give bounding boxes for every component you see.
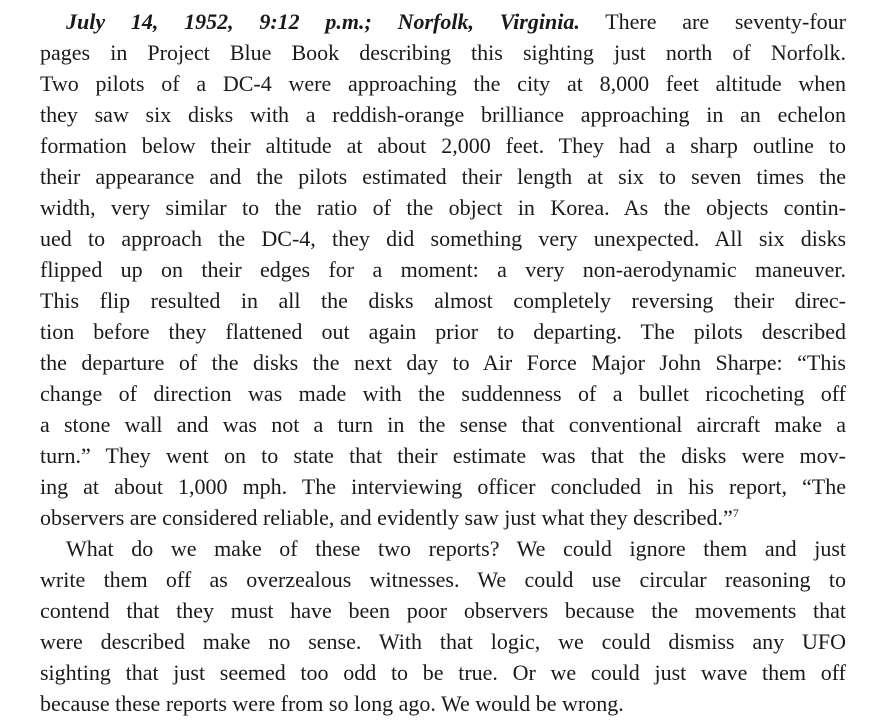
section-heading: July 14, 1952, 9:12 p.m.; Norfolk, Virginia. — [66, 9, 580, 34]
text-line: write them off as overzealous witnesses. We could use circular reasoning to — [40, 567, 846, 592]
text-line: ued to approach the DC-4, they did something very unexpected. All six disks — [40, 226, 846, 251]
text-line: This flip resulted in all the disks almost completely reversing their direc- — [40, 288, 846, 313]
text-line: contend that they must have been poor observers because the movements that — [40, 598, 846, 623]
text-line: flipped up on their edges for a moment: a very non-aerodynamic maneuver. — [40, 257, 846, 282]
text-line: were described make no sense. With that logic, we could dismiss any UFO — [40, 629, 846, 654]
text-line: sighting that just seemed too odd to be true. Or we could just wave them off — [40, 660, 846, 685]
text-line — [40, 502, 846, 533]
text-line: ing at about 1,000 mph. The interviewing officer concluded in his report, “The — [40, 474, 846, 499]
text-line — [40, 6, 846, 37]
paragraph-norfolk-sighting — [40, 6, 846, 533]
text-line: pages in Project Blue Book describing this sighting just north of Norfolk. — [40, 40, 846, 65]
footnote-marker: 7 — [732, 506, 739, 520]
paragraph-what-do-we-make — [40, 533, 846, 719]
text-line: turn.” They went on to state that their estimate was that the disks were mov- — [40, 443, 846, 468]
text-line: change of direction was made with the suddenness of a bullet ricocheting off — [40, 381, 846, 406]
text-line: width, very similar to the ratio of the object in Korea. As the objects contin- — [40, 195, 846, 220]
text-line: the departure of the disks the next day to Air Force Major John Sharpe: “This — [40, 350, 846, 375]
paragraph-lines — [40, 37, 846, 502]
closing-quote-text: observers are considered reliable, and evidently saw just what they described.” — [40, 505, 733, 530]
text-line: a stone wall and was not a turn in the sense that conventional aircraft make a — [40, 412, 846, 437]
text-line: formation below their altitude at about 2,000 feet. They had a sharp outline to — [40, 133, 846, 158]
text-line: tion before they flattened out again prior to departing. The pilots described — [40, 319, 846, 344]
text-line: What do we make of these two reports? We could ignore them and just — [66, 536, 846, 561]
heading-line-text: There are seventy-four — [605, 9, 847, 34]
text-line: they saw six disks with a reddish-orange brilliance approaching in an echelon — [40, 102, 846, 127]
text-line: Two pilots of a DC-4 were approaching the city at 8,000 feet altitude when — [40, 71, 846, 96]
text-line: because these reports were from so long ago. We would be wrong. — [40, 691, 624, 716]
text-line: their appearance and the pilots estimated their length at six to seven times the — [40, 164, 846, 189]
